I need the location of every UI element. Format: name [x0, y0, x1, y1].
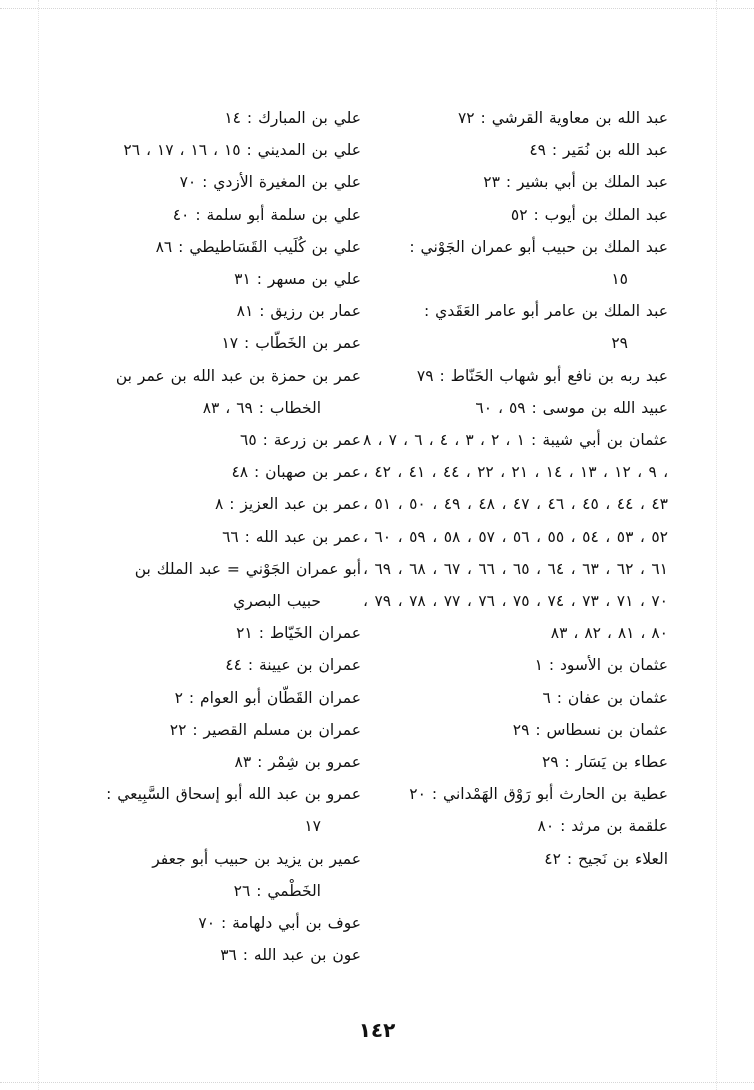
index-entry — [78, 682, 361, 714]
index-entry — [78, 907, 361, 939]
index-entry-text: عمران القَطّان أبو العوام : ٢ — [174, 688, 361, 707]
index-entry — [78, 424, 361, 456]
index-entry-text: علقمة بن مرثد : ٨٠ — [537, 817, 668, 836]
index-entry — [363, 102, 668, 134]
index-entry-text: عمير بن يزيد بن حبيب أبو جعفر — [152, 849, 361, 868]
index-entry-text: عطاء بن يَسَار : ٢٩ — [541, 753, 668, 772]
index-entry-text: عبد الملك بن عامر أبو عامر العَقَدي : — [424, 302, 668, 321]
index-entry-text: عمر بن حمزة بن عبد الله بن عمر بن — [115, 366, 361, 385]
index-entry-text: عثمان بن عفان : ٦ — [542, 688, 668, 707]
index-entry-text: عون بن عبد الله : ٣٦ — [220, 946, 361, 965]
index-entry — [363, 424, 668, 649]
index-entry — [363, 843, 668, 875]
index-entry — [363, 714, 668, 746]
index-entry — [363, 810, 668, 842]
index-entry — [78, 456, 361, 488]
index-entry-text: عبد الله بن نُمَير : ٤٩ — [529, 141, 668, 160]
index-entry-text: علي بن كُلَيب القَسَاطيطي : ٨٦ — [155, 237, 361, 256]
index-entry — [78, 939, 361, 971]
index-entry — [78, 649, 361, 681]
index-entry — [78, 488, 361, 520]
index-entry-text: عمر بن عبد العزيز : ٨ — [214, 495, 361, 514]
index-entry — [78, 778, 361, 842]
index-entry-text: عبد الملك بن حبيب أبو عمران الجَوْني : — [409, 237, 668, 256]
index-entry-text: عبد الملك بن أيوب : ٥٢ — [510, 205, 668, 224]
index-entry — [363, 166, 668, 198]
index-entry — [78, 134, 361, 166]
index-entry-continuation: الخطاب : ٦٩ ، ٨٣ — [202, 398, 321, 417]
index-entry — [363, 231, 668, 295]
index-entry — [363, 649, 668, 681]
index-entry-text: عمرو بن شِمْر : ٨٣ — [234, 753, 361, 772]
index-entry-text: العلاء بن نَجيح : ٤٢ — [544, 849, 668, 868]
index-entry-continuation: ١٧ — [304, 817, 321, 836]
index-entry-text: عمر بن عبد الله : ٦٦ — [222, 527, 361, 546]
index-entry — [78, 166, 361, 198]
index-entry-text: عمار بن رزيق : ٨١ — [236, 302, 361, 321]
index-entry-text: عثمان بن نسطاس : ٢٩ — [512, 720, 668, 739]
index-entry — [363, 199, 668, 231]
index-entry-text: عوف بن أبي دلهامة : ٧٠ — [198, 914, 361, 933]
index-entry — [78, 327, 361, 359]
index-entry-text: علي بن سلمة أبو سلمة : ٤٠ — [172, 205, 361, 224]
index-entry — [78, 617, 361, 649]
index-entry — [363, 360, 668, 392]
index-entry — [363, 682, 668, 714]
index-entry-text: علي بن المبارك : ١٤ — [224, 109, 361, 127]
index-entry — [363, 134, 668, 166]
index-entry-text: عبد ربه بن نافع أبو شهاب الحَنّاط : ٧٩ — [416, 366, 668, 385]
index-entry — [78, 102, 361, 134]
right-dotted-guide — [716, 0, 718, 1090]
index-entry-text: عطية بن الحارث أبو رَوْق الهَمْداني : ٢٠ — [409, 785, 668, 804]
index-entry — [78, 231, 361, 263]
index-entry-text: عمران بن مسلم القصير : ٢٢ — [169, 720, 361, 739]
left-dotted-guide — [38, 0, 40, 1090]
bottom-crop-mark — [0, 1082, 754, 1085]
index-entry-text: علي بن مسهر : ٣١ — [234, 270, 361, 289]
index-column-left — [78, 102, 361, 971]
index-entry — [363, 295, 668, 359]
index-entry-text: عثمان بن أبي شيبة : ١ ، ٢ ، ٣ ، ٤ ، ٦ ، ٧ ، ٨ ، ٩ ، ١٢ ، ١٣ ، ١٤ ، ٢١ ، ٢٢ ، ٤٤ ، ٤١ ، ٤٢ ، ٤٣ ، ٤٤ ، ٤٥ ، ٤٦ ، ٤٧ ، ٤٨ ، ٤٩ ، ٥٠ ، ٥١ ، ٥٢ ، ٥٣ ، ٥٤ ، ٥٥ ، ٥٦ ، ٥٧ ، ٥٨ ، ٥٩ ، ٦٠ ، ٦١ ، ٦٢ ، ٦٣ ، ٦٤ ، ٦٥ ، ٦٦ ، ٦٧ ، ٦٨ ، ٦٩ ، ٧٠ ، ٧١ ، ٧٣ ، ٧٤ ، ٧٥ ، ٧٦ ، ٧٧ ، ٧٨ ، ٧٩ ، ٨٠ ، ٨١ ، ٨٢ ، ٨٣ — [363, 431, 669, 643]
index-entry-text: علي بن المغيرة الأزدي : ٧٠ — [179, 173, 361, 192]
index-entry-text: علي بن المديني : ١٥ ، ١٦ ، ١٧ ، ٢٦ — [123, 141, 361, 160]
index-entry-continuation: ١٥ — [611, 270, 628, 289]
index-entry — [78, 553, 361, 617]
index-entry — [363, 392, 668, 424]
index-entry-text: عبيد الله بن موسى : ٥٩ ، ٦٠ — [475, 398, 668, 417]
index-entry — [78, 746, 361, 778]
index-entry — [363, 746, 668, 778]
index-entry-text: عثمان بن الأسود : ١ — [534, 656, 668, 675]
index-entry-text: عمر بن صهبان : ٤٨ — [231, 463, 361, 482]
index-entry-text: أبو عمران الجَوْني = عبد الملك بن — [134, 559, 361, 578]
index-entry — [363, 778, 668, 810]
index-entry-text: عبد الله بن معاوية القرشي : ٧٢ — [457, 109, 668, 127]
index-entry — [78, 295, 361, 327]
index-entry-continuation: ٢٩ — [611, 334, 628, 353]
index-column-right — [363, 102, 668, 875]
index-entry — [78, 714, 361, 746]
index-entry — [78, 843, 361, 907]
index-entry — [78, 360, 361, 424]
index-entry — [78, 521, 361, 553]
index-entry-continuation: الخَطْمي : ٢٦ — [233, 881, 321, 900]
index-entry-text: عمران بن عيينة : ٤٤ — [225, 656, 361, 675]
index-entry — [78, 263, 361, 295]
index-entry-text: عمر بن الخَطّاب : ١٧ — [221, 334, 361, 353]
page-number: ١٤٢ — [358, 1018, 396, 1042]
index-entry-text: عبد الملك بن أبي بشير : ٢٣ — [483, 173, 668, 192]
index-entry — [78, 199, 361, 231]
top-crop-mark — [0, 8, 754, 11]
index-entry-continuation: حبيب البصري — [233, 592, 321, 611]
index-entry-text: عمر بن زرعة : ٦٥ — [240, 431, 361, 450]
index-entry-text: عمران الخَيّاط : ٢١ — [236, 624, 361, 643]
index-entry-text: عمرو بن عبد الله أبو إسحاق السَّبِيعي : — [106, 785, 361, 804]
